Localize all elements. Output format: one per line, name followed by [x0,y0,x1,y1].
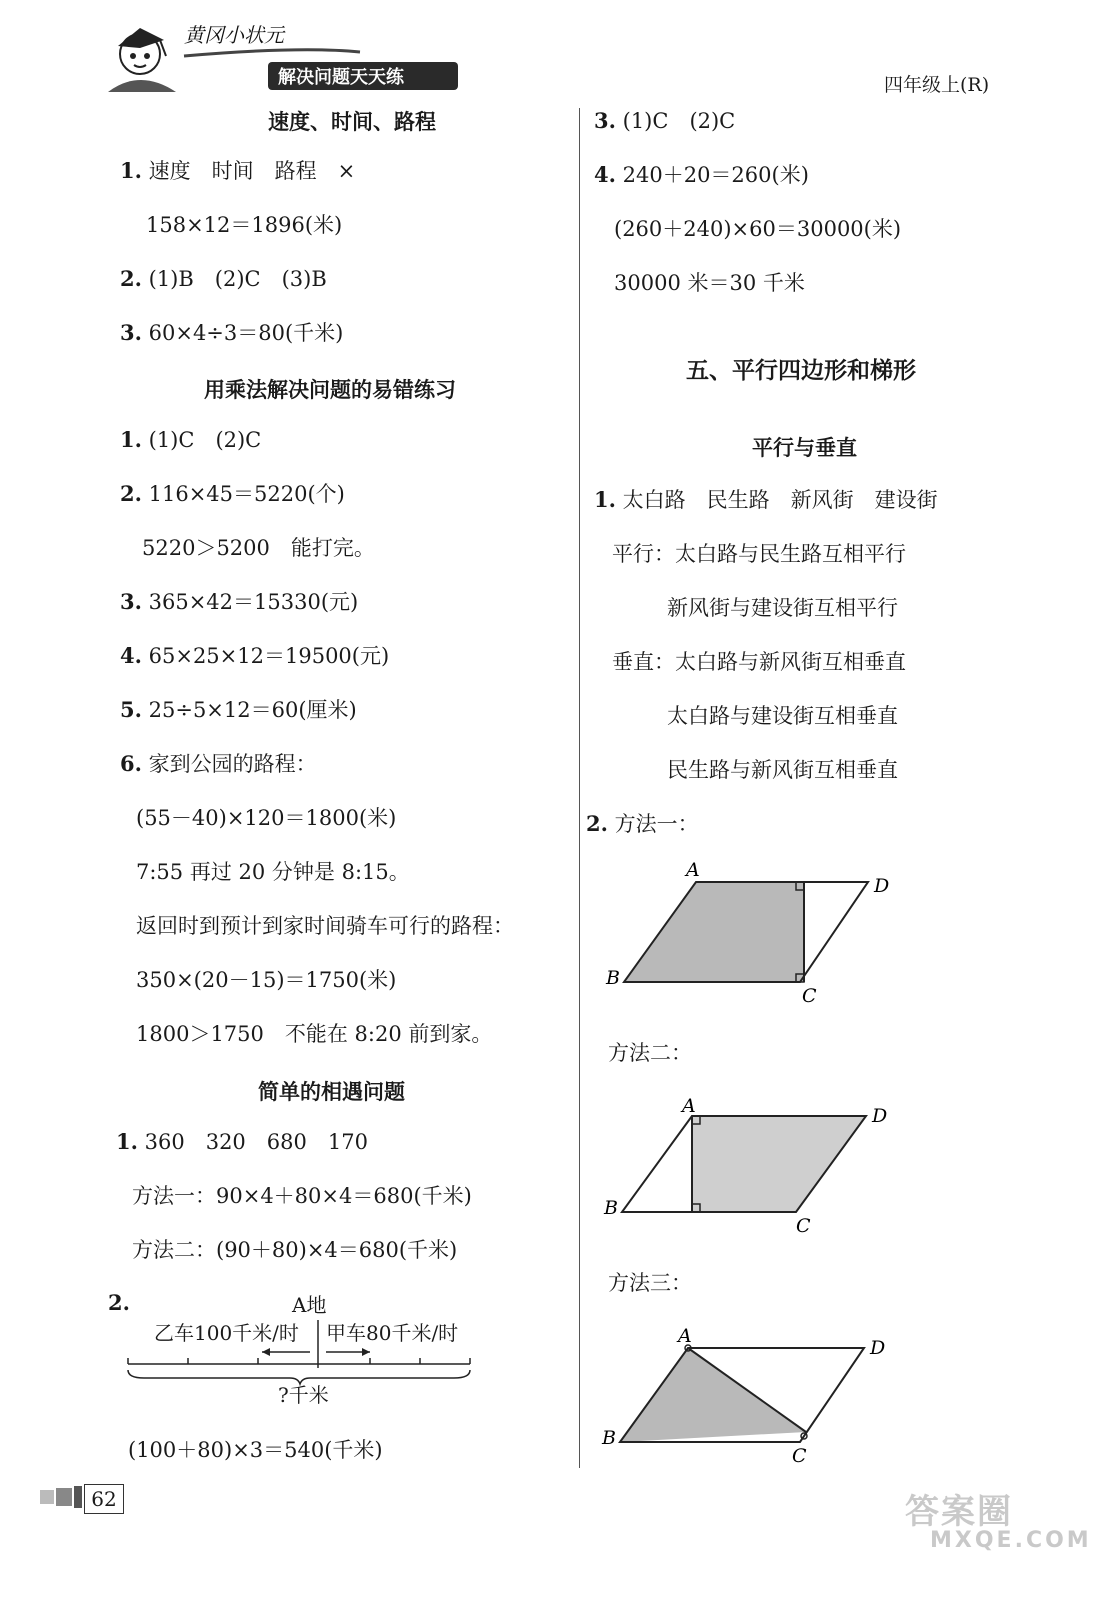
answer-line: (260＋240)×60＝30000(米) [614,217,902,241]
vertex-label: D [872,1105,888,1127]
answer-line: 350×(20－15)＝1750(米) [136,968,397,992]
answer-text: 家到公园的路程： [148,752,317,776]
vertex-label: B [602,1427,616,1449]
vertex-label: C [792,1445,807,1467]
answer-line: (55－40)×120＝1800(米) [136,806,397,830]
car-jia-label: 甲车80千米/时 [326,1321,459,1345]
method-label: 方法二： [608,1041,692,1065]
answer-line: 民生路与新风街互相垂直 [667,758,898,782]
vertex-label: A [682,1095,696,1117]
question-row [120,751,317,777]
question-row [116,1129,368,1155]
question-row [120,697,357,723]
total-distance-label: ?千米 [278,1383,329,1407]
question-number: 3. [120,589,142,614]
answer-line: 方法二：(90＋80)×4＝680(千米) [132,1238,458,1262]
answer-text: (1)B (2)C (3)B [148,267,327,291]
watermark-url: MXQE.COM [930,1528,1092,1553]
shaded-region [624,882,804,982]
column-divider [579,108,580,1468]
vertex-label: B [606,967,620,989]
answer-line: 7:55 再过 20 分钟是 8:15。 [136,860,410,884]
vertex-label: A [678,1325,692,1347]
answer-text: 方法一： [614,812,699,836]
header-logo [100,12,470,98]
question-number: 4. [120,643,142,668]
question-row [594,487,938,513]
question-number: 5. [120,697,142,722]
answer-line: 1800＞1750 不能在 8:20 前到家。 [136,1022,493,1046]
method-label: 方法三： [608,1271,692,1295]
question-row [120,481,345,507]
question-row [120,266,327,292]
question-row [586,811,699,837]
answer-line: (100＋80)×3＝540(千米) [128,1438,383,1462]
answer-line: 平行：太白路与民生路互相平行 [612,542,906,566]
vertex-label: B [604,1197,618,1219]
question-number: 2. [120,481,142,506]
answer-line: 30000 米＝30 千米 [614,271,805,295]
answer-text: 116×45＝5220(个) [148,482,345,506]
logo-text: 黄冈小状元 [184,23,284,47]
answer-text: 60×4÷3＝80(千米) [148,321,344,345]
arrow-right-icon [326,1348,370,1356]
question-number: 1. [594,487,616,512]
answer-line: 方法一：90×4＋80×4＝680(千米) [132,1184,472,1208]
question-row [120,320,343,346]
answer-text: 240＋20＝260(米) [622,163,809,187]
question-number: 2. [586,811,608,836]
unit-title: 五、平行四边形和梯形 [686,357,916,384]
vertex-label: A [686,862,700,881]
answer-text: 太白路 民生路 新风街 建设街 [622,488,938,512]
parallelogram-method-3 [600,1322,900,1472]
answer-text: 360 320 680 170 [144,1130,368,1154]
question-number: 1. [120,158,142,183]
question-number: 1. [116,1129,138,1154]
question-number: 3. [594,108,616,133]
vertex-label: D [870,1337,886,1359]
answer-text: 速度 时间 路程 × [148,159,356,183]
question-row [120,427,261,453]
section-title-meeting: 简单的相遇问题 [258,1079,405,1104]
answer-line: 158×12＝1896(米) [146,213,343,237]
vertex-label: C [802,985,817,1007]
page-number: 62 [84,1484,124,1514]
answer-line: 新风街与建设街互相平行 [667,596,898,620]
question-row [594,108,735,134]
section-title-parallel: 平行与垂直 [752,435,857,460]
question-number: 2. [120,266,142,291]
answer-line: 5220＞5200 能打完。 [142,536,375,560]
grade-label: 四年级上(R) [884,74,990,96]
section-title-multiply: 用乘法解决问题的易错练习 [204,377,456,402]
total-brace [128,1370,470,1384]
mascot-icon [108,28,176,92]
question-row [120,589,358,615]
question-number: 4. [594,162,616,187]
question-row [120,643,389,669]
logo-subtitle: 解决问题天天练 [278,67,404,88]
answer-line: 垂直：太白路与新风街互相垂直 [612,650,906,674]
watermark-logo: 答案圈 [905,1492,1013,1532]
meeting-diagram [120,1290,480,1410]
answer-text: 25÷5×12＝60(厘米) [148,698,357,722]
answer-line: 太白路与建设街互相垂直 [667,704,898,728]
answer-text: 365×42＝15330(元) [148,590,359,614]
parallelogram-method-1 [600,862,900,1012]
section-title-speed: 速度、时间、路程 [268,109,436,134]
answer-text: (1)C (2)C [148,428,262,452]
car-yi-label: 乙车100千米/时 [154,1321,299,1345]
answer-text: (1)C (2)C [622,109,736,133]
point-a-label: A地 [292,1293,327,1317]
question-row [594,162,809,188]
question-number: 6. [120,751,142,776]
answer-text: 65×25×12＝19500(元) [148,644,390,668]
shaded-region [692,1116,866,1212]
parallelogram-method-2 [600,1092,900,1242]
vertex-label: C [796,1215,811,1237]
answer-line: 返回时到预计到家时间骑车可行的路程： [136,914,514,938]
question-number: 1. [120,427,142,452]
question-number: 3. [120,320,142,345]
question-number: 2. [108,1290,130,1315]
question-row [120,158,355,184]
shaded-region [620,1348,806,1442]
vertex-label: D [874,875,890,897]
arrow-left-icon [262,1348,310,1356]
